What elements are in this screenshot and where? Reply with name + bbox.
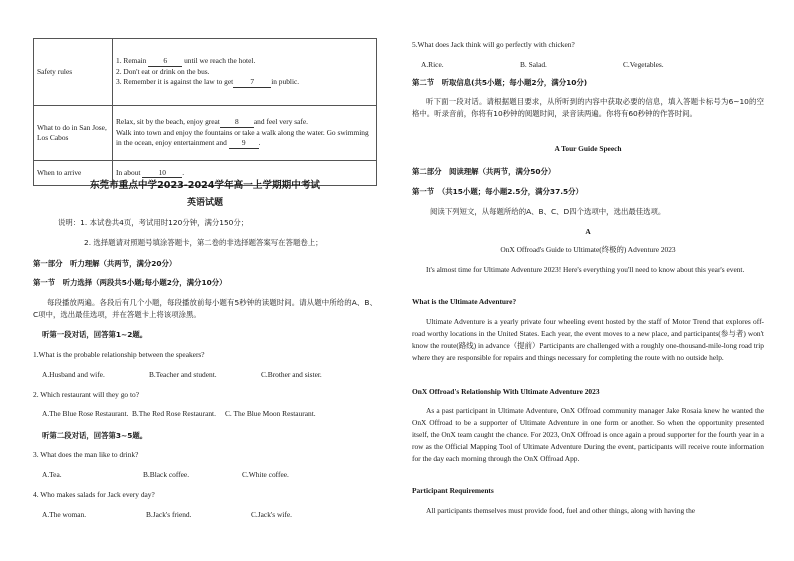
question-4-options bbox=[42, 511, 292, 520]
listening-instructions: 每段播放两遍。各段后有几个小题，每段播放前每小题有5秒钟的读题时间。请从题中所给的A、B、C项中，选出最佳选项，并在答题卡上将该项涂黑。 bbox=[33, 298, 377, 319]
passage-letter: A bbox=[585, 227, 591, 236]
question-5-options bbox=[421, 61, 664, 70]
passage-title: OnX Offroad's Guide to Ultimate(终极的) Adventure 2023 bbox=[500, 245, 676, 254]
answer-blank-10[interactable]: 10 bbox=[142, 168, 182, 179]
answer-blank-9[interactable]: 9 bbox=[229, 138, 259, 149]
option-a[interactable]: A.Tea. bbox=[42, 470, 62, 479]
question-1-options bbox=[42, 371, 322, 380]
passage-paragraph: As a past participant in Ultimate Adventure, OnX Offroad community manager Jake Rosaia knew he wanted the OnX Offroad to be a supporter of Ultimate Adventure in one form or another. So when the opportunity presented itself, the OnX team caught the chance. For 2023, OnX Offroad is once again a proud supporter for the fourth year in a row as the Official Mapping Tool of Ultimate Adventure During the event, participants will receive route information for the day each morning through the OnX Offroad App. bbox=[412, 406, 764, 463]
table-row-key: Safety rules bbox=[34, 39, 113, 106]
answer-blank-8[interactable]: 8 bbox=[220, 117, 254, 128]
passage-paragraph: It's almost time for Ultimate Adventure 2023! Here's everything you'll need to know about this year's event. bbox=[426, 265, 745, 274]
answer-blank-6[interactable]: 6 bbox=[148, 56, 182, 67]
question-3: 3. What does the man like to drink? bbox=[33, 450, 139, 459]
section-two-heading: 第二节 听取信息(共5小题；每小题2分，满分10分) bbox=[412, 78, 588, 87]
reading-section-heading: 第一节 （共15小题；每小题2.5分，满分37.5分） bbox=[412, 187, 583, 196]
option-a[interactable]: A.Rice. bbox=[421, 60, 444, 69]
option-c[interactable]: C.Jack's wife. bbox=[251, 510, 292, 519]
passage-heading: Participant Requirements bbox=[412, 486, 494, 495]
subject-title: 英语试题 bbox=[186, 198, 223, 208]
option-c[interactable]: C.White coffee. bbox=[242, 470, 289, 479]
option-b[interactable]: B. Salad. bbox=[520, 60, 547, 69]
option-a[interactable]: A.The Blue Rose Restaurant. bbox=[42, 409, 129, 418]
option-b[interactable]: B.The Red Rose Restaurant. bbox=[132, 409, 216, 418]
school-title: 东莞市重点中学2023-2024学年高一上学期期中考试 bbox=[89, 180, 321, 191]
reading-instructions: 阅读下列短文，从每题所给的A、B、C、D四个选项中，选出最佳选项。 bbox=[430, 207, 666, 216]
option-b[interactable]: B.Teacher and student. bbox=[149, 370, 217, 379]
part-one-heading: 第一部分 听力理解（共两节，满分20分） bbox=[33, 259, 177, 268]
table-row bbox=[34, 39, 377, 106]
exam-note-2: 2. 选择题请对照题号填涂答题卡，第二卷的非选择题答案写在答题卷上； bbox=[84, 238, 323, 247]
question-4: 4. Who makes salads for Jack every day? bbox=[33, 490, 155, 499]
table-row bbox=[34, 106, 377, 161]
answer-blank-7[interactable]: 7 bbox=[233, 77, 271, 88]
question-2: 2. Which restaurant will they go to? bbox=[33, 390, 139, 399]
passage-heading: What is the Ultimate Adventure? bbox=[412, 297, 517, 306]
table-row-key: When to arrive bbox=[34, 161, 113, 186]
option-c[interactable]: C. The Blue Moon Restaurant. bbox=[225, 409, 316, 418]
passage-paragraph: All participants themselves must provide food, fuel and other things, along with having the bbox=[426, 506, 696, 515]
table-row-value: In about 10 . bbox=[113, 161, 377, 186]
exam-note-1: 说明：1. 本试卷共4页，考试用时120分钟，满分150分； bbox=[58, 218, 249, 227]
table-row-key: What to do in San Jose, Los Cabos bbox=[34, 106, 113, 161]
option-c[interactable]: C.Brother and sister. bbox=[261, 370, 322, 379]
option-a[interactable]: A.The woman. bbox=[42, 510, 87, 519]
info-instructions: 听下面一段对话。请根据题目要求，从所听到的内容中获取必要的信息，填入答题卡标号为6~10的空格中。听录音前，你将有10秒钟的阅题时间，录音读两遍。你将有60秒钟的作答时间。 bbox=[412, 97, 764, 118]
option-b[interactable]: B.Black coffee. bbox=[143, 470, 190, 479]
question-5: 5.What does Jack think will go perfectly with chicken? bbox=[412, 40, 575, 49]
question-3-options bbox=[42, 471, 289, 480]
tour-info-table bbox=[33, 38, 377, 186]
passage-heading: OnX Offroad's Relationship With Ultimate Adventure 2023 bbox=[412, 387, 600, 396]
speech-title: A Tour Guide Speech bbox=[554, 144, 622, 153]
option-c[interactable]: C.Vegetables. bbox=[623, 60, 664, 69]
part-two-heading: 第二部分 阅读理解（共两节，满分50分） bbox=[412, 167, 556, 176]
table-row-value: 1. Remain 6 until we reach the hotel. 2. Don't eat or drink on the bus. 3. Remember it is against the law to get 7 in public. bbox=[113, 39, 377, 106]
table-row-value: Relax, sit by the beach, enjoy great 8 and feel very safe. Walk into town and enjoy the fountains or take a walk along the water. Go swimming in the ocean, enjoy entertainment and 9 . bbox=[113, 106, 377, 161]
dialog-one-heading: 听第一段对话，回答第1~2题。 bbox=[42, 330, 148, 339]
section-one-heading: 第一节 听力选择（两段共5小题;每小题2分，满分10分） bbox=[33, 278, 227, 287]
dialog-two-heading: 听第二段对话，回答第3~5题。 bbox=[42, 431, 148, 440]
option-a[interactable]: A.Husband and wife. bbox=[42, 370, 105, 379]
passage-paragraph: Ultimate Adventure is a yearly private four wheeling event hosted by the staff of Motor Trend that explores off-road worthy locations in the United States. Each year, the event moves to a new place, and participants(参与者) won't know the route(路线) in advance（提前）Participants are challenged with a roughly one-thousand-mile-long road trip where they are responsible for repairs and things necessary for completing the route with no outside help. bbox=[412, 317, 764, 362]
option-b[interactable]: B.Jack's friend. bbox=[146, 510, 192, 519]
question-1: 1.What is the probable relationship between the speakers? bbox=[33, 350, 205, 359]
question-2-options bbox=[42, 410, 316, 419]
